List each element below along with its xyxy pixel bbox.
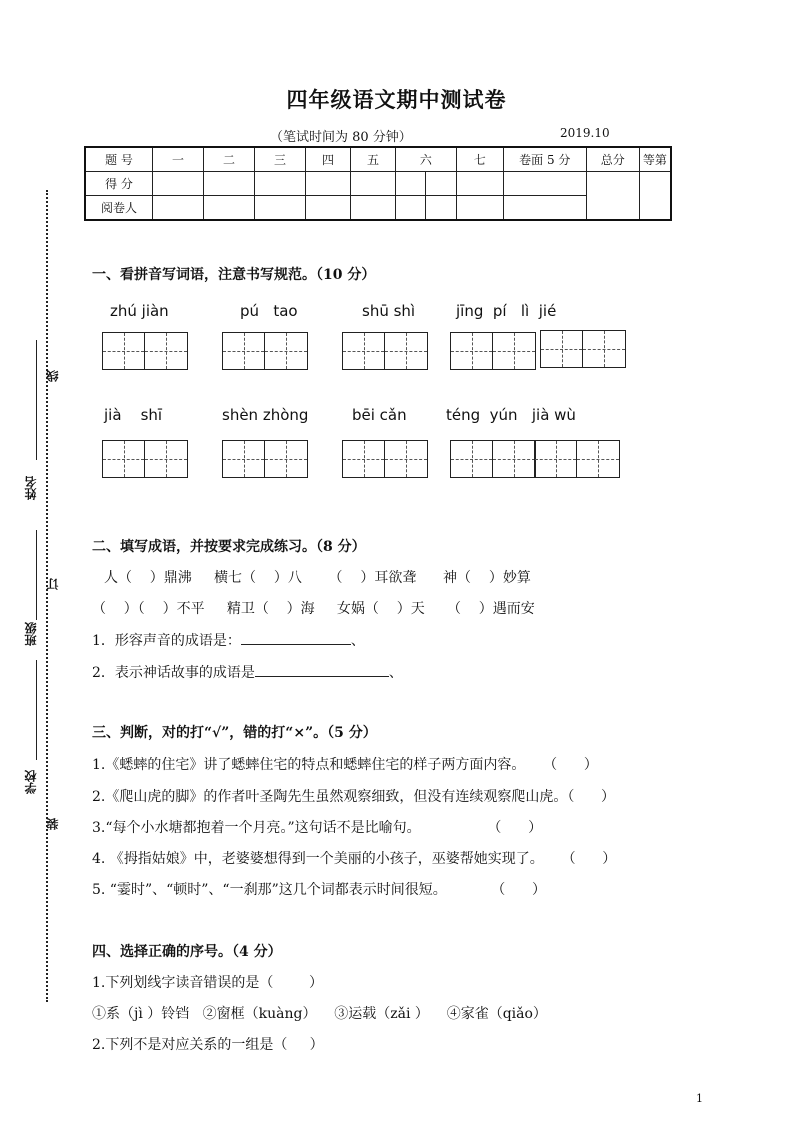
writing-box[interactable] bbox=[102, 440, 188, 478]
pinyin-label: shèn zhòng bbox=[222, 406, 309, 424]
score-table bbox=[84, 146, 672, 221]
grade-cell[interactable] bbox=[639, 172, 671, 221]
section-2-heading: 二、填写成语，并按要求完成练习。（8 分） bbox=[92, 539, 366, 555]
grader-cell[interactable] bbox=[306, 196, 351, 221]
pinyin-label: bēi cǎn bbox=[352, 406, 407, 424]
idiom-question-1 bbox=[92, 630, 365, 650]
choice-question-1: 1.下列划线字读音错误的是（ ） bbox=[92, 975, 323, 991]
section-3-heading: 三、判断，对的打“√”，错的打“×”。（5 分） bbox=[92, 725, 377, 741]
score-cell[interactable] bbox=[351, 172, 396, 196]
total-cell[interactable] bbox=[586, 172, 639, 221]
score-cell[interactable] bbox=[426, 172, 456, 196]
writing-box[interactable] bbox=[540, 330, 626, 368]
idiom-line: （ ）（ ）不平 精卫（ ）海 女娲（ ）天 （ ）遇而安 bbox=[92, 601, 535, 617]
score-cell[interactable] bbox=[153, 172, 204, 196]
binding-mark-xian: 线 bbox=[46, 370, 60, 382]
writing-box[interactable] bbox=[222, 332, 308, 370]
score-header: 三 bbox=[255, 147, 306, 172]
pinyin-label: zhú jiàn bbox=[110, 302, 169, 320]
choice-options: ①系（jì ）铃铛 ②窗框（kuàng） ③运载（zǎi ） ④家雀（qiǎo） bbox=[92, 1006, 547, 1022]
score-cell[interactable] bbox=[255, 172, 306, 196]
score-row-label: 得 分 bbox=[85, 172, 153, 196]
name-label: 姓名 bbox=[24, 476, 38, 500]
exam-duration: （笔试时间为 80 分钟） bbox=[270, 130, 412, 145]
judgment-item: 2.《爬山虎的脚》的作者叶圣陶先生虽然观察细致，但没有连续观察爬山虎。（ ） bbox=[92, 789, 616, 805]
pinyin-label: jīng pí lì jié bbox=[456, 302, 557, 320]
score-header: 题 号 bbox=[85, 147, 153, 172]
pinyin-label: shū shì bbox=[362, 302, 416, 320]
score-header: 等第 bbox=[639, 147, 671, 172]
school-label: 学校 bbox=[24, 770, 38, 794]
pinyin-label: jià shī bbox=[104, 406, 163, 424]
idiom-question-2 bbox=[92, 662, 403, 682]
judgment-item: 1.《蟋蟀的住宅》讲了蟋蟀住宅的特点和蟋蟀住宅的样子两方面内容。 （ ） bbox=[92, 757, 598, 773]
writing-box[interactable] bbox=[450, 332, 536, 370]
score-header: 二 bbox=[204, 147, 255, 172]
page-title: 四年级语文期中测试卷 bbox=[286, 87, 507, 112]
binding-dotted-line bbox=[46, 190, 48, 1002]
answer-blank[interactable] bbox=[255, 662, 389, 677]
binding-mark-zhuang: 装 bbox=[46, 818, 60, 830]
score-cell[interactable] bbox=[503, 172, 586, 196]
score-header: 六 bbox=[396, 147, 457, 172]
grader-cell[interactable] bbox=[351, 196, 396, 221]
score-cell[interactable] bbox=[456, 172, 503, 196]
score-header: 四 bbox=[306, 147, 351, 172]
grader-row-label: 阅卷人 bbox=[85, 196, 153, 221]
judgment-item: 3.“每个小水塘都抱着一个月亮。”这句话不是比喻句。 （ ） bbox=[92, 820, 543, 836]
question-tail: 、 bbox=[350, 633, 365, 649]
grader-cell[interactable] bbox=[204, 196, 255, 221]
pinyin-label: téng yún jià wù bbox=[446, 406, 576, 424]
exam-date: 2019.10 bbox=[560, 126, 610, 140]
section-4-heading: 四、选择正确的序号。（4 分） bbox=[92, 944, 282, 960]
binding-mark-ding: 订 bbox=[46, 578, 60, 590]
question-text: 1．形容声音的成语是： bbox=[92, 633, 241, 649]
grader-cell[interactable] bbox=[255, 196, 306, 221]
writing-box[interactable] bbox=[342, 332, 428, 370]
score-header: 一 bbox=[153, 147, 204, 172]
judgment-item: 5. “霎时”、“顿时”、“一刹那”这几个词都表示时间很短。 （ ） bbox=[92, 882, 546, 898]
grader-cell[interactable] bbox=[396, 196, 426, 221]
score-header: 七 bbox=[456, 147, 503, 172]
pinyin-label: pú tao bbox=[240, 302, 298, 320]
writing-box[interactable] bbox=[534, 440, 620, 478]
grader-cell[interactable] bbox=[153, 196, 204, 221]
writing-box[interactable] bbox=[342, 440, 428, 478]
score-cell[interactable] bbox=[306, 172, 351, 196]
writing-box[interactable] bbox=[102, 332, 188, 370]
question-tail: 、 bbox=[388, 665, 403, 681]
class-label: 班级 bbox=[24, 622, 38, 646]
page-number: 1 bbox=[696, 1092, 703, 1105]
question-text: 2．表示神话故事的成语是 bbox=[92, 665, 255, 681]
name-field-line[interactable] bbox=[36, 340, 37, 460]
grader-cell[interactable] bbox=[426, 196, 456, 221]
grader-cell[interactable] bbox=[503, 196, 586, 221]
score-cell[interactable] bbox=[396, 172, 426, 196]
score-header: 总分 bbox=[586, 147, 639, 172]
judgment-item: 4. 《拇指姑娘》中，老婆婆想得到一个美丽的小孩子，巫婆帮她实现了。 （ ） bbox=[92, 851, 617, 867]
class-field-line[interactable] bbox=[36, 530, 37, 620]
answer-blank[interactable] bbox=[241, 630, 351, 645]
writing-box[interactable] bbox=[222, 440, 308, 478]
idiom-line: 人（ ）鼎沸 横七（ ）八 （ ）耳欲聋 神（ ）妙算 bbox=[104, 570, 531, 586]
school-field-line[interactable] bbox=[36, 660, 37, 760]
score-header: 五 bbox=[351, 147, 396, 172]
grader-cell[interactable] bbox=[456, 196, 503, 221]
score-header: 卷面 5 分 bbox=[503, 147, 586, 172]
score-cell[interactable] bbox=[204, 172, 255, 196]
score-header-row bbox=[85, 147, 671, 172]
choice-question-2: 2.下列不是对应关系的一组是（ ） bbox=[92, 1037, 324, 1053]
writing-box[interactable] bbox=[450, 440, 536, 478]
section-1-heading: 一、看拼音写词语，注意书写规范。（10 分） bbox=[92, 267, 376, 283]
